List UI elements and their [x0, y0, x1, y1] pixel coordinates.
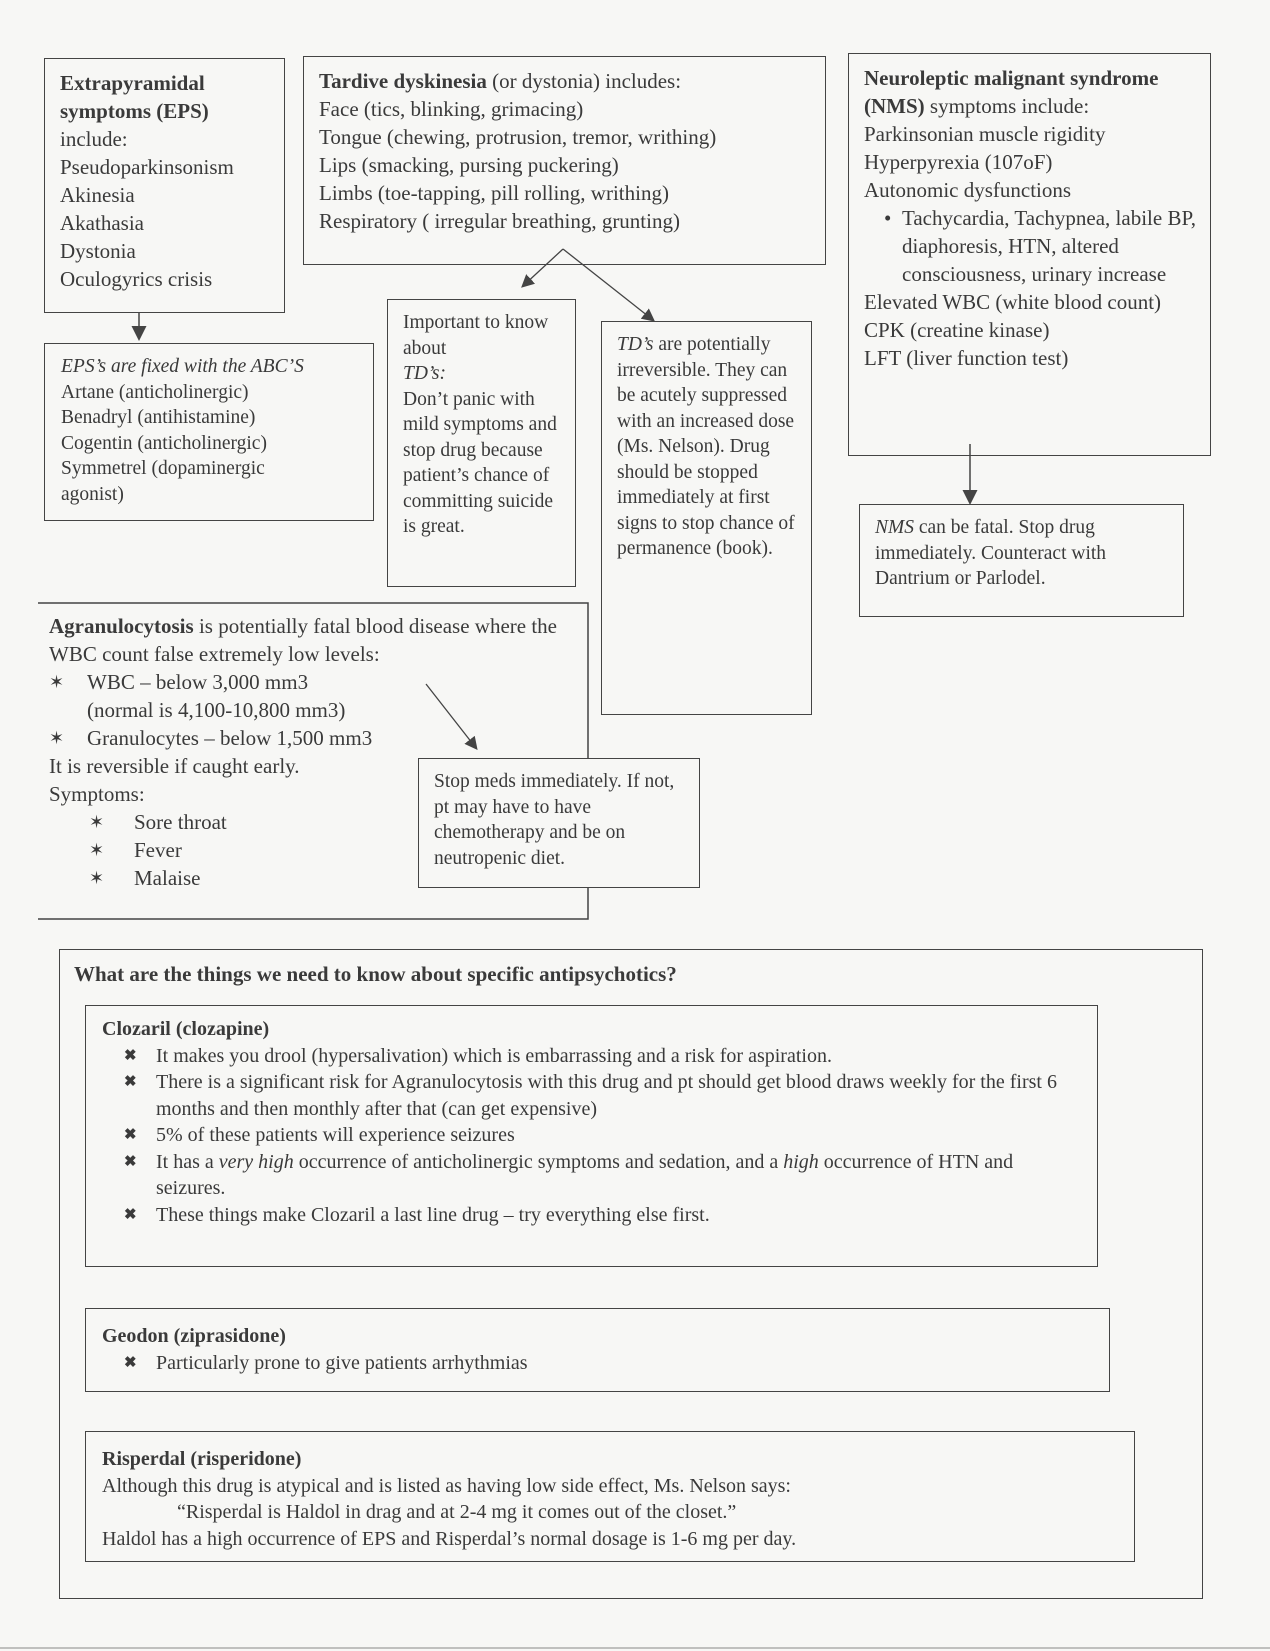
eps-title: Extrapyramidal symptoms (EPS)	[60, 71, 209, 123]
geodon-item: ✖ Particularly prone to give patients arrhythmias	[86, 1350, 1089, 1377]
eps-fix-item: Cogentin (anticholinergic)	[61, 432, 267, 454]
risperdal-quote: “Risperdal is Haldol in drag and at 2-4 mg it comes out of the closet.”	[177, 1501, 737, 1523]
clozaril-title: Clozaril (clozapine)	[102, 1018, 270, 1040]
eps-fix-heading: EPS’s are fixed with the ABC’S	[61, 356, 304, 377]
tardive-dyskinesia-box	[303, 56, 826, 265]
td-irreversible-body: are potentially irreversible. They can be acutely suppressed with an increased dose (Ms. Nelson). Drug should be stopped immediately at first signs to stop chance of permanence (book).	[617, 334, 795, 559]
risperdal-box	[85, 1431, 1135, 1562]
td-important-box	[387, 299, 576, 587]
agran-reversible: It is reversible if caught early.	[49, 754, 300, 778]
eps-fix-box	[44, 343, 374, 521]
td-item: Limbs (toe-tapping, pill rolling, writhing)	[319, 181, 669, 205]
agran-symptom: Sore throat	[134, 810, 227, 834]
agran-title-bold: Agranulocytosis	[49, 614, 194, 638]
star-icon: ✶	[89, 868, 105, 888]
agran-title-rest: is potentially fatal blood disease where the WBC count false extremely low levels:	[49, 614, 557, 666]
td-title	[319, 67, 825, 95]
eps-box	[44, 58, 285, 313]
nms-title	[864, 64, 1202, 120]
agran-symptoms-label: Symptoms:	[49, 782, 145, 806]
eps-fix-item: Artane (anticholinergic)	[61, 381, 249, 403]
clozaril-item: ✖ 5% of these patients will experience seizures	[86, 1122, 1077, 1149]
eps-item: Pseudoparkinsonism	[60, 155, 234, 179]
nms-item: Parkinsonian muscle rigidity	[864, 122, 1106, 146]
star-icon: ✶	[49, 672, 65, 692]
nms-fatal-body: can be fatal. Stop drug immediately. Counteract with Dantrium or Parlodel.	[875, 517, 1107, 589]
x-bullet-icon: ✖	[124, 1047, 137, 1064]
nms-item: Elevated WBC (white blood count) CPK (creatine kinase)	[864, 290, 1162, 342]
td-item: Respiratory ( irregular breathing, grunting)	[319, 209, 680, 233]
star-icon: ✶	[89, 812, 105, 832]
agran-level-label: Granulocytes – below 1,500 mm3	[87, 726, 373, 750]
agran-level-item	[49, 724, 579, 752]
x-bullet-icon: ✖	[124, 1074, 137, 1090]
eps-item: Akathasia	[60, 211, 144, 235]
nms-fatal-lead: NMS	[875, 517, 914, 538]
td-important-intro-italic: TD’s:	[403, 363, 446, 384]
geodon-box	[85, 1308, 1110, 1392]
td-irreversible-text	[617, 332, 801, 562]
eps-item: Akinesia	[60, 183, 135, 207]
antipsychotics-heading: What are the things we need to know about specific antipsychotics?	[74, 962, 677, 986]
eps-title-rest: include:	[60, 127, 128, 151]
star-icon: ✶	[89, 840, 105, 860]
agran-symptom: Fever	[134, 838, 182, 862]
clozaril-item: ✖ These things make Clozaril a last line drug – try everything else first.	[86, 1202, 1077, 1229]
geodon-title: Geodon (ziprasidone)	[102, 1325, 286, 1347]
agran-stop-box	[418, 758, 700, 888]
nms-item: Hyperpyrexia (107oF)	[864, 150, 1053, 174]
nms-fatal-box	[859, 504, 1184, 617]
risperdal-line: Although this drug is atypical and is listed as having low side effect, Ms. Nelson says:	[102, 1474, 791, 1497]
agran-level-sub-text: (normal is 4,100-10,800 mm3)	[87, 698, 346, 722]
nms-box	[848, 53, 1211, 456]
nms-bullet-text: Tachycardia, Tachypnea, labile BP, diaphoresis, HTN, altered consciousness, urinary increase	[902, 206, 1197, 286]
geodon-list	[86, 1350, 1089, 1377]
eps-fix-item: Symmetrel (dopaminergic agonist)	[61, 458, 265, 505]
eps-fix-item: Benadryl (antihistamine)	[61, 407, 256, 428]
agran-stop-text: Stop meds immediately. If not, pt may have to have chemotherapy and be on neutropenic diet.	[434, 771, 675, 869]
nms-item: LFT (liver function test)	[864, 346, 1069, 370]
antipsychotics-section	[59, 949, 1203, 1599]
clozaril-item: ✖ It has a very high occurrence of anticholinergic symptoms and sedation, and a high occurrence of HTN and seizures.	[124, 1150, 1014, 1199]
td-important-body: Don’t panic with mild symptoms and stop drug because patient’s chance of committing suicide is great.	[403, 388, 557, 537]
x-bullet-icon: ✖	[124, 1354, 137, 1371]
x-bullet-icon: ✖	[124, 1206, 137, 1223]
agran-level-label: WBC – below 3,000 mm3	[87, 670, 309, 694]
td-irreversible-box	[601, 321, 812, 715]
td-irreversible-lead: TD’s	[617, 334, 654, 355]
nms-fatal-text	[875, 515, 1175, 592]
agran-levels	[49, 668, 579, 752]
td-item: Face (tics, blinking, grimacing)	[319, 97, 584, 121]
agran-symptom: Malaise	[134, 866, 201, 890]
td-title-rest: (or dystonia) includes:	[486, 69, 682, 93]
td-item: Tongue (chewing, protrusion, tremor, writhing)	[319, 125, 717, 149]
agran-level-item	[49, 668, 579, 696]
td-item: Lips (smacking, pursing puckering)	[319, 153, 619, 177]
eps-item: Dystonia	[60, 239, 136, 263]
agran-level-sub	[49, 696, 579, 724]
risperdal-line: Haldol has a high occurrence of EPS and Risperdal’s normal dosage is 1-6 mg per day.	[102, 1527, 797, 1550]
nms-bullet-item	[864, 204, 1202, 288]
clozaril-list	[86, 1043, 1077, 1229]
clozaril-item: ✖ It makes you drool (hypersalivation) which is embarrassing and a risk for aspiration.	[86, 1043, 1077, 1070]
agran-title	[49, 612, 579, 668]
clozaril-item: ✖ There is a significant risk for Agranulocytosis with this drug and pt should get blood draws weekly for the first 6 months and then monthly after that (can get expensive)	[124, 1071, 1057, 1120]
risperdal-title: Risperdal (risperidone)	[102, 1448, 302, 1470]
x-bullet-icon: ✖	[124, 1153, 137, 1170]
eps-item: Oculogyrics crisis	[60, 267, 213, 291]
nms-title-rest: symptoms include:	[924, 94, 1090, 118]
agran-box-border-bottom	[38, 888, 588, 919]
x-bullet-icon: ✖	[124, 1127, 137, 1143]
star-icon: ✶	[49, 728, 65, 748]
bullet-icon: •	[884, 206, 892, 230]
nms-title-bold: Neuroleptic malignant syndrome (NMS)	[864, 66, 1159, 118]
nms-item: Autonomic dysfunctions	[864, 178, 1072, 202]
td-important-intro: Important to know about	[403, 312, 549, 359]
clozaril-box	[85, 1005, 1098, 1267]
td-title-bold: Tardive dyskinesia	[319, 69, 487, 93]
